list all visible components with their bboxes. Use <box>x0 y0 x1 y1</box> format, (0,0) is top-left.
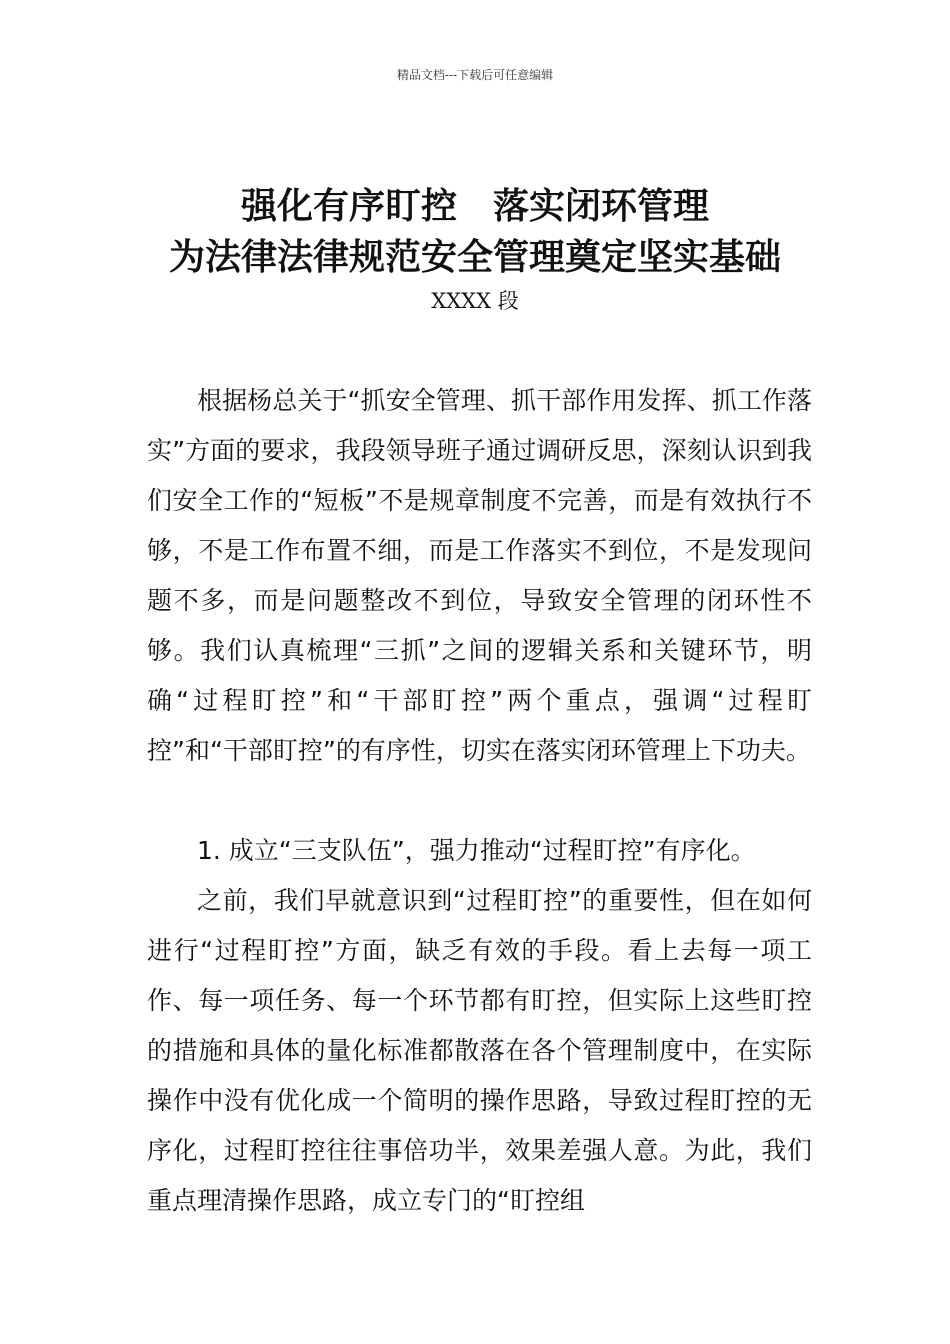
section-heading-1: 1. 成立“三支队伍”，强力推动“过程盯控”有序化。 <box>197 836 756 865</box>
header-note: 精品文档---下载后可任意编辑 <box>396 68 554 82</box>
body-paragraph-2: 之前，我们早就意识到“过程盯控”的重要性，但在如何进行“过程盯控”方面，缺乏有效的手段。看上去每一项工作、每一项任务、每一个环节都有盯控，但实际上这些盯控的措施和具体的量化标准都散落在各个管理制度中，在实际操作中没有优化成一个简明的操作思路，导致过程盯控的无序化，过程盯控往往事倍功半，效果差强人意。为此，我们重点理清操作思路，成立专门的“盯控组 <box>147 886 812 1215</box>
document-title-line-1: 强化有序盯控 落实闭环管理 <box>240 185 709 227</box>
document-author: XXXX 段 <box>431 289 519 313</box>
document-title-line-2: 为法律法律规范安全管理奠定坚实基础 <box>168 236 781 278</box>
body-paragraph-1: 根据杨总关于“抓安全管理、抓干部作用发挥、抓工作落实”方面的要求，我段领导班子通过调研反思，深刻认识到我们安全工作的“短板”不是规章制度不完善，而是有效执行不够，不是工作布置不细，而是工作落实不到位，不是发现问题不多，而是问题整改不到位，导致安全管理的闭环性不够。我们认真梳理“三抓”之间的逻辑关系和关键环节，明确“过程盯控”和“干部盯控”两个重点，强调“过程盯控”和“干部盯控”的有序性，切实在落实闭环管理上下功夫。 <box>147 386 812 765</box>
